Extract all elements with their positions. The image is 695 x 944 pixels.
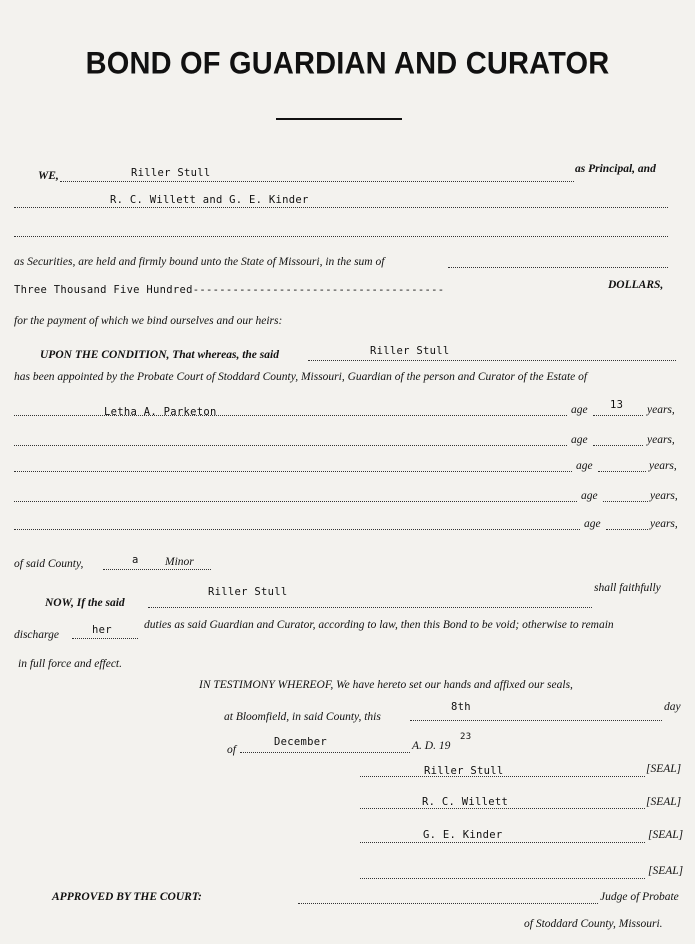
day-label: day <box>664 701 681 713</box>
age-line-4 <box>603 501 648 502</box>
sum-line <box>448 267 668 268</box>
seal-1: [SEAL] <box>646 763 682 775</box>
years-label-5: years, <box>650 518 678 530</box>
sureties-names: R. C. Willett and G. E. Kinder <box>110 194 309 206</box>
as-principal-label: as Principal, and <box>575 163 656 175</box>
signature-line-4 <box>360 878 645 879</box>
age-label-1: age <box>571 404 588 416</box>
testimony-text: IN TESTIMONY WHEREOF, We have hereto set our hands and affixed our seals, <box>199 679 573 691</box>
signature-line-3 <box>360 842 645 843</box>
title-rule <box>276 118 402 120</box>
ward-line-4 <box>14 501 577 502</box>
of-label: of <box>227 744 236 756</box>
age-label-2: age <box>571 434 588 446</box>
seal-4: [SEAL] <box>648 865 684 877</box>
judge-line <box>298 903 598 904</box>
age-line-2 <box>593 445 643 446</box>
sum-words: Three Thousand Five Hundred-------------------------------------- <box>14 284 445 296</box>
condition-name: Riller Stull <box>370 345 450 357</box>
condition-label: UPON THE CONDITION, That whereas, the said <box>40 349 279 361</box>
signature-2: R. C. Willett <box>422 796 509 808</box>
county-label: of Stoddard County, Missouri. <box>524 918 663 930</box>
judge-label: Judge of Probate <box>600 891 679 903</box>
day-value: 8th <box>451 701 471 713</box>
document-title: BOND OF GUARDIAN AND CURATOR <box>85 46 610 82</box>
discharge-label: discharge <box>14 629 59 641</box>
pronoun: her <box>92 624 112 636</box>
years-label-4: years, <box>650 490 678 502</box>
years-label-1: years, <box>647 404 675 416</box>
appointed-text: has been appointed by the Probate Court of Stoddard County, Missouri, Guardian of the person and Curator of the Estate of <box>14 371 588 383</box>
minor-label: Minor <box>165 556 194 568</box>
sureties-line <box>14 207 668 208</box>
minor-article: a <box>132 554 139 566</box>
ward-age: 13 <box>610 399 624 411</box>
pronoun-line <box>72 638 138 639</box>
age-line-1 <box>593 415 643 416</box>
years-label-3: years, <box>649 460 677 472</box>
age-label-3: age <box>576 460 593 472</box>
age-label-5: age <box>584 518 601 530</box>
shall-faithfully: shall faithfully <box>594 582 661 594</box>
approved-label: APPROVED BY THE COURT: <box>52 891 202 903</box>
payment-text: for the payment of which we bind ourselves and our heirs: <box>14 315 283 327</box>
seal-2: [SEAL] <box>646 796 682 808</box>
now-line <box>148 607 592 608</box>
condition-line <box>308 360 676 361</box>
we-label: WE, <box>38 170 59 182</box>
seal-3: [SEAL] <box>648 829 684 841</box>
minor-line <box>103 569 211 570</box>
duties-text: duties as said Guardian and Curator, according to law, then this Bond to be void; otherwise to remain <box>144 619 614 631</box>
dollars-label: DOLLARS, <box>608 279 664 291</box>
ward-name: Letha A. Parketon <box>104 406 217 418</box>
age-label-4: age <box>581 490 598 502</box>
securities-text: as Securities, are held and firmly bound unto the State of Missouri, in the sum of <box>14 256 385 268</box>
ad-label: A. D. 19 <box>412 740 451 752</box>
signature-3: G. E. Kinder <box>423 829 503 841</box>
month-value: December <box>274 736 327 748</box>
sureties-line-2 <box>14 236 668 237</box>
now-label: NOW, If the said <box>45 597 125 609</box>
age-line-3 <box>598 471 646 472</box>
years-label-2: years, <box>647 434 675 446</box>
at-bloomfield: at Bloomfield, in said County, this <box>224 711 381 723</box>
principal-name: Riller Stull <box>131 167 211 179</box>
now-name: Riller Stull <box>208 586 288 598</box>
of-said-county: of said County, <box>14 558 84 570</box>
full-force: in full force and effect. <box>18 658 123 670</box>
ward-line-1 <box>14 415 567 416</box>
signature-1: Riller Stull <box>424 765 504 777</box>
ward-line-5 <box>14 529 580 530</box>
day-line <box>410 720 662 721</box>
year-value: 23 <box>460 732 472 742</box>
principal-line <box>60 181 574 182</box>
month-line <box>240 752 410 753</box>
ward-line-2 <box>14 445 567 446</box>
age-line-5 <box>606 529 648 530</box>
ward-line-3 <box>14 471 572 472</box>
